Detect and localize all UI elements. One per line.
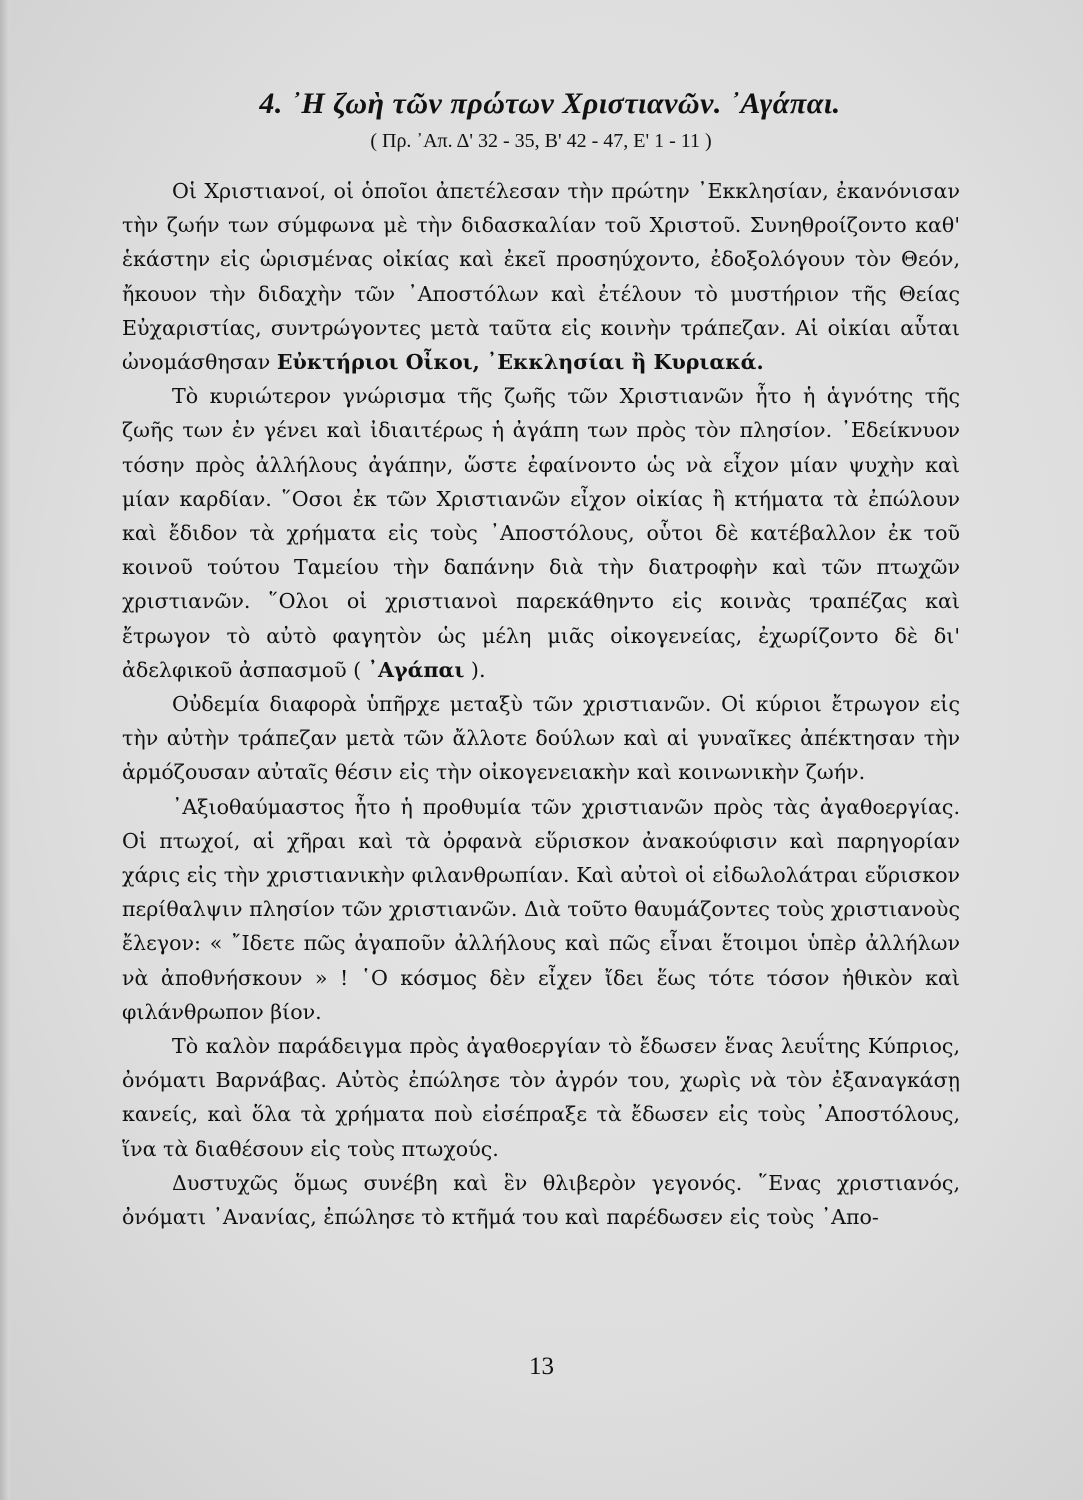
- paragraph-text: ).: [464, 657, 486, 682]
- paragraph-3: [122, 687, 960, 790]
- paragraph-5: [122, 1029, 960, 1166]
- paragraph-text: Δυστυχῶς ὅμως συνέβη καὶ ἓν θλιβερὸν γεγονός. ῞Ενας χριστιανός, ὀνόματι ᾿Ανανίας, ἐπώλησε τὸ κτῆμά του καὶ παρέδωσεν εἰς τοὺς ᾿Απο-: [122, 1170, 960, 1230]
- chapter-title: 4. ᾿Η ζωὴ τῶν πρώτων Χριστιανῶν. ᾿Αγάπαι.: [259, 87, 841, 120]
- paragraph-text: Οὐδεμία διαφορὰ ὑπῆρχε μεταξὺ τῶν χριστιανῶν. Οἱ κύριοι ἔτρωγον εἰς τὴν αὐτὴν τράπεζαν μετὰ τῶν ἄλλοτε δούλων καὶ αἱ γυναῖκες ἀπέκτησαν τὴν ἁρμόζουσαν αὐταῖς θέσιν εἰς τὴν οἰκογενειακὴν καὶ κοινωνικὴν ζωήν.: [122, 692, 960, 785]
- paragraph-text: ᾿Αξιοθαύμαστος ἦτο ἡ προθυμία τῶν χριστιανῶν πρὸς τὰς ἀγαθοεργίας. Οἱ πτωχοί, αἱ χῆραι καὶ τὰ ὀρφανὰ εὕρισκον ἀνακούφισιν καὶ παρηγορίαν χάρις εἰς τὴν χριστιανικὴν φιλανθρωπίαν. Καὶ αὐτοὶ οἱ εἰδωλολάτραι εὕρισκον περίθαλψιν πλησίον τῶν χριστιανῶν. Διὰ τοῦτο θαυμάζοντες τοὺς χριστιανοὺς ἔλεγον: « ῎Ιδετε πῶς ἀγαποῦν ἀλλήλους καὶ πῶς εἶναι ἕτοιμοι ὑπὲρ ἀλλήλων νὰ ἀποθνήσκουν » ! ῾Ο κόσμος δὲν εἶχεν ἴδει ἕως τότε τόσον ἠθικὸν καὶ φιλάνθρωπον βίον.: [122, 794, 960, 1024]
- paragraph-text: Οἱ Χριστιανοί, οἱ ὁποῖοι ἀπετέλεσαν τὴν πρώτην ᾿Εκκλησίαν, ἐκανόνισαν τὴν ζωήν των σύμφωνα μὲ τὴν διδασκαλίαν τοῦ Χριστοῦ. Συνηθροίζοντο καθ' ἑκάστην εἰς ὡρισμένας οἰκίας καὶ ἐκεῖ προσηύχοντο, ἐδοξολόγουν τὸν Θεόν, ἤκουον τὴν διδαχὴν τῶν ᾿Αποστόλων καὶ ἐτέλουν τὸ μυστήριον τῆς Θείας Εὐχαριστίας, συντρώγοντες μετὰ ταῦτα εἰς κοινὴν τράπεζαν. Αἱ οἰκίαι αὗται ὠνομάσθησαν: [122, 179, 960, 375]
- paragraph-text: Τὸ κυριώτερον γνώρισμα τῆς ζωῆς τῶν Χριστιανῶν ἦτο ἡ ἁγνότης τῆς ζωῆς των ἐν γένει καὶ ἰδιαιτέρως ἡ ἀγάπη των πρὸς τὸν πλησίον. ᾿Εδείκνυον τόσην πρὸς ἀλλήλους ἀγάπην, ὥστε ἐφαίνοντο ὡς νὰ εἶχον μίαν ψυχὴν καὶ μίαν καρδίαν. ῞Οσοι ἐκ τῶν Χριστιανῶν εἶχον οἰκίας ἢ κτήματα τὰ ἐπώλουν καὶ ἔδιδον τὰ χρήματα εἰς τοὺς ᾿Αποστόλους, οὗτοι δὲ κατέβαλλον ἐκ τοῦ κοινοῦ τούτου Ταμείου τὴν δαπάνην διὰ τὴν διατροφὴν καὶ τῶν πτωχῶν χριστιανῶν. ῞Ολοι οἱ χριστιανοὶ παρεκάθηντο εἰς κοινὰς τραπέζας καὶ ἔτρωγον τὸ αὐτὸ φαγητὸν ὡς μέλη μιᾶς οἰκογενείας, ἐχωρίζοντο δὲ δι' ἀδελφικοῦ ἀσπασμοῦ (: [122, 384, 960, 682]
- paragraph-2: [122, 379, 960, 687]
- emphasized-term: Εὐκτήριοι Οἶκοι, ᾿Εκκλησίαι ἢ Κυριακά.: [276, 350, 764, 375]
- page-number: 13: [529, 1353, 554, 1380]
- page-edge-shadow: [0, 0, 10, 1500]
- paragraph-1: [122, 174, 960, 379]
- paragraph-text: Τὸ καλὸν παράδειγμα πρὸς ἀγαθοεργίαν τὸ ἔδωσεν ἕνας λευΐτης Κύπριος, ὀνόματι Βαρνάβας. Αὐτὸς ἐπώλησε τὸν ἀγρόν του, χωρὶς νὰ τὸν ἐξαναγκάσῃ κανείς, καὶ ὅλα τὰ χρήματα ποὺ εἰσέπραξε τὰ ἔδωσεν εἰς τοὺς ᾿Αποστόλους, ἵνα τὰ διαθέσουν εἰς τοὺς πτωχούς.: [122, 1034, 960, 1161]
- emphasized-term: ᾿Αγάπαι: [367, 657, 465, 682]
- page-content: [122, 86, 960, 1234]
- scripture-reference: ( Πρ. ᾿Απ. Δ' 32 - 35, Β' 42 - 47, Ε' 1 - 11 ): [370, 130, 712, 152]
- paragraph-6: [122, 1166, 960, 1234]
- paragraph-4: [122, 790, 960, 1029]
